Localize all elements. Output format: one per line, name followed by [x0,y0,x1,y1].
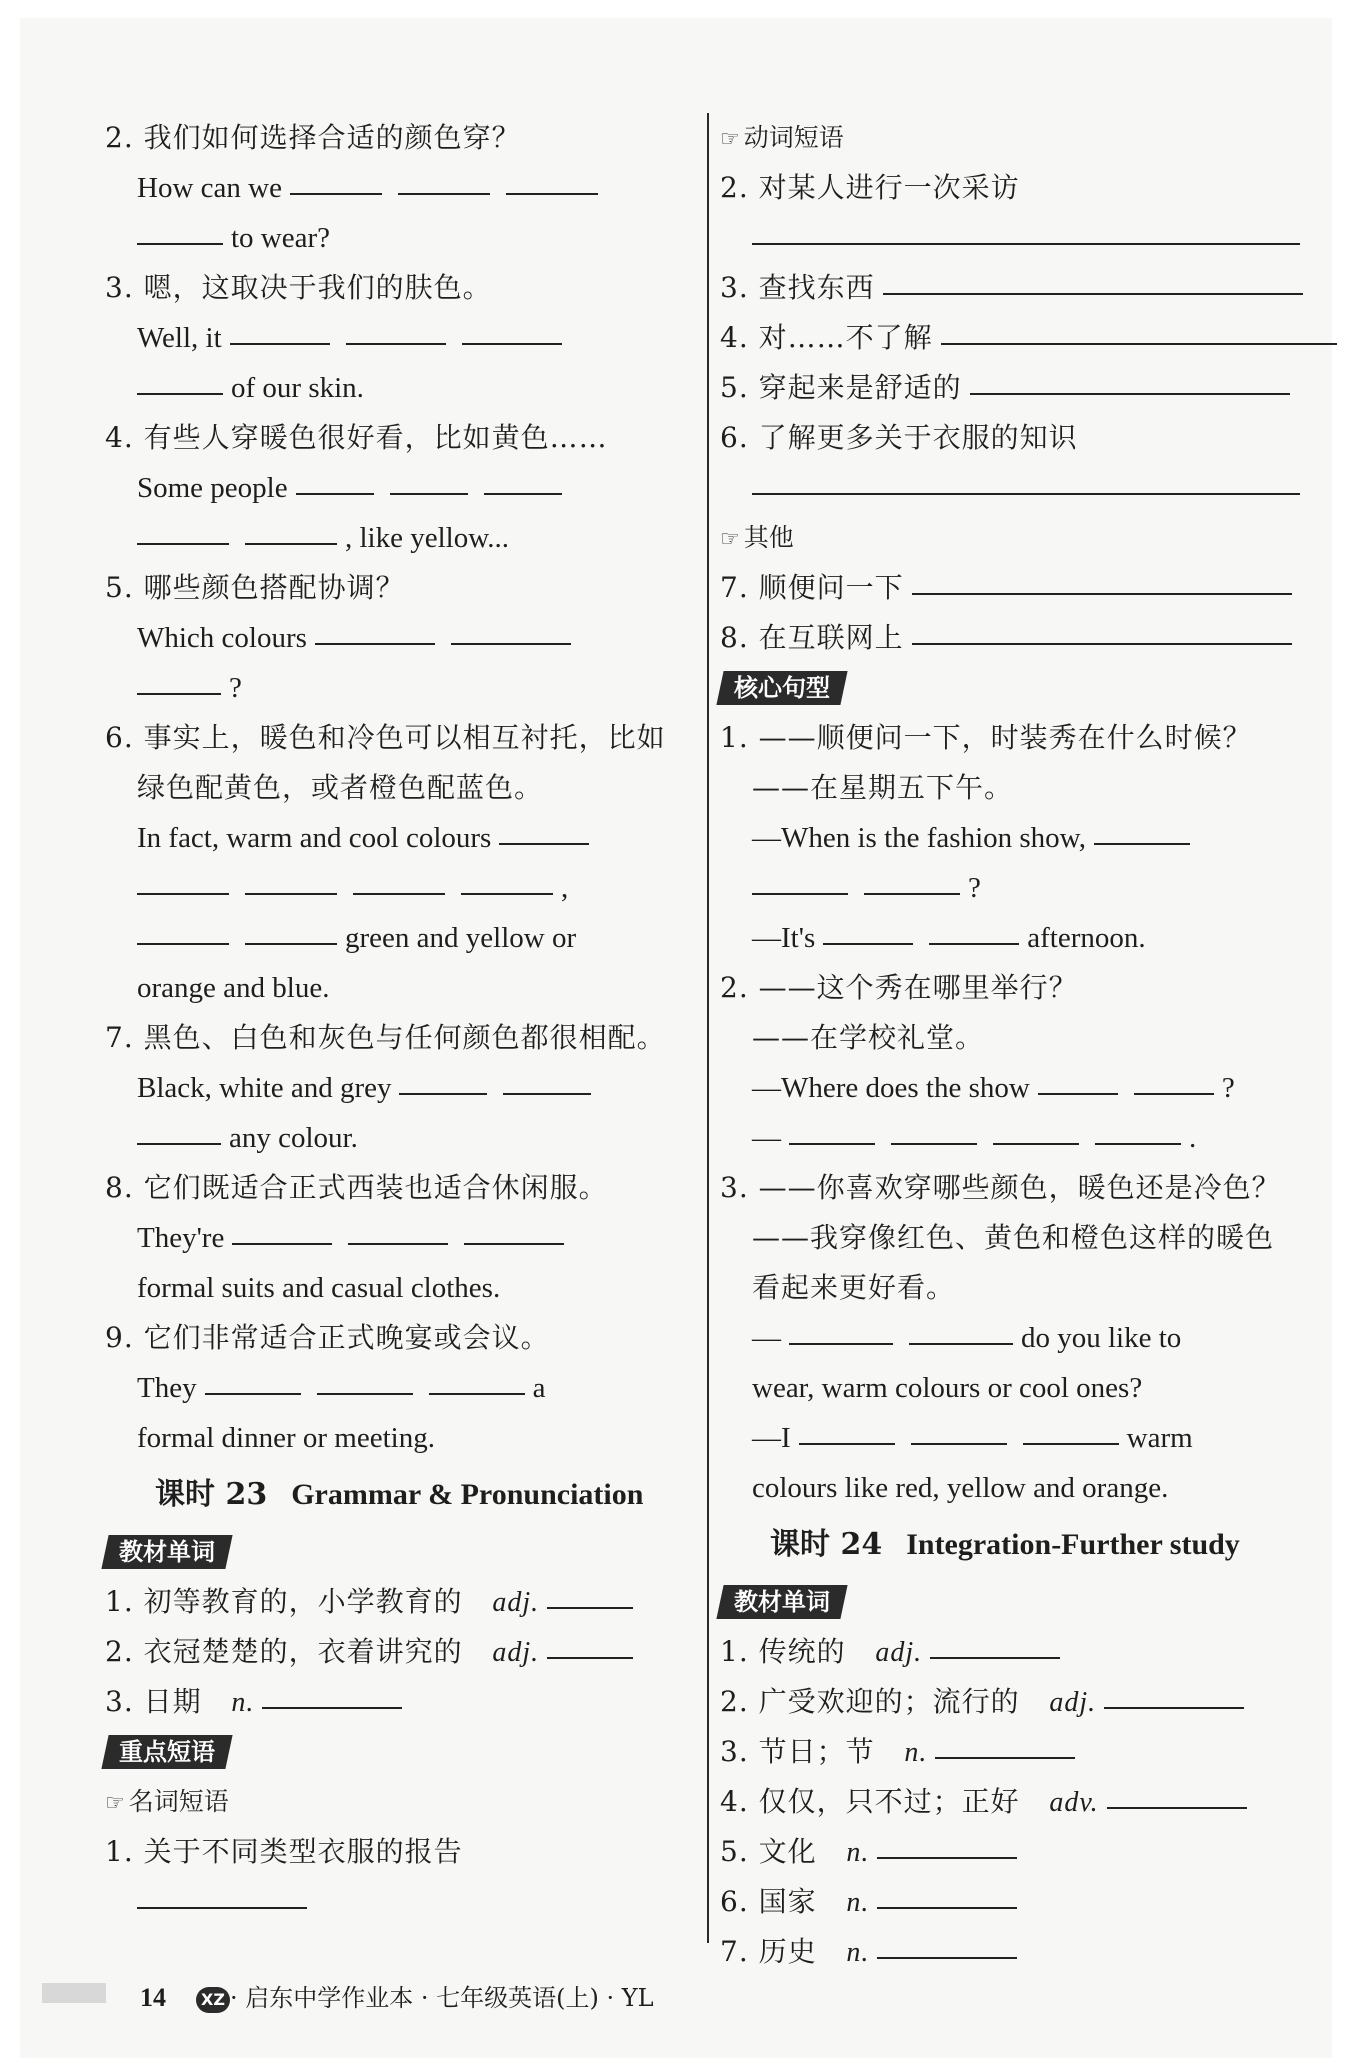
answer-blank[interactable] [346,343,446,345]
answer-blank[interactable] [1094,843,1190,845]
answer-blank[interactable] [464,1243,564,1245]
answer-blank[interactable] [547,1657,633,1659]
publisher-logo: XZ [196,1987,230,2013]
q6-continuation: green and yellow or [345,922,577,954]
subheading: 其他 [743,523,794,552]
part-of-speech: n. [231,1687,255,1718]
phrase-text: 8. 在互联网上 [720,621,904,654]
s3-chinese-2: ——我穿像红色、黄色和橙色这样的暖色 [752,1221,1275,1254]
answer-blank[interactable] [789,1343,893,1345]
answer-blank[interactable] [399,1093,487,1095]
q9-english [105,1363,695,1413]
s2-answer-prefix: — [752,1122,781,1154]
answer-blank[interactable] [935,1757,1075,1759]
q2-english-2 [105,213,695,263]
s3-answer-prefix: —I [752,1422,791,1454]
lesson-name: Grammar & Pronunciation [291,1478,644,1511]
q6-english [105,813,695,863]
pointing-hand-icon: ☞ [105,1791,125,1816]
lesson-number: 课时 23 [155,1477,268,1512]
answer-blank[interactable] [1095,1143,1181,1145]
q3-prompt: Well, it [137,322,222,354]
vocab-item [105,1627,695,1677]
vocab-chinese: 2. 衣冠楚楚的，衣着讲究的 [105,1635,463,1668]
part-of-speech: adv. [1049,1787,1099,1818]
answer-blank[interactable] [883,293,1303,295]
q8-english-2: formal suits and casual clothes. [137,1272,501,1304]
vocab-item [720,1677,1310,1727]
s3-chinese-1: 3. ——你喜欢穿哪些颜色，暖色还是冷色？ [720,1171,1281,1204]
pointing-hand-icon: ☞ [720,127,740,152]
answer-blank[interactable] [137,1907,307,1909]
q4-english [105,463,695,513]
answer-blank[interactable] [799,1443,895,1445]
s3-prompt-suffix: do you like to [1021,1322,1182,1354]
answer-blank[interactable] [911,1443,1007,1445]
vocab-chinese: 6. 国家 [720,1885,817,1918]
answer-blank[interactable] [230,343,330,345]
answer-blank[interactable] [752,493,1300,495]
q4-chinese: 4. 有些人穿暖色很好看，比如黄色…… [105,421,608,454]
answer-blank[interactable] [909,1343,1013,1345]
right-column [720,113,1310,1977]
q7-chinese: 7. 黑色、白色和灰色与任何颜色都很相配。 [105,1021,666,1054]
answer-blank[interactable] [461,893,553,895]
answer-blank[interactable] [290,193,382,195]
part-of-speech: n. [904,1737,928,1768]
answer-blank[interactable] [232,1243,332,1245]
book-title: · 启东中学作业本 · 七年级英语(上) · YL [230,1984,654,2012]
other-phrases-label [720,513,1310,563]
q5-chinese: 5. 哪些颜色搭配协调？ [105,571,405,604]
lesson-name: Integration-Further study [906,1528,1240,1561]
phrase-text: 7. 顺便问一下 [720,571,904,604]
verb-phrase-2: 2. 对某人进行一次采访 [720,171,1020,204]
q6-comma: , [561,872,569,904]
pointing-hand-icon: ☞ [720,527,740,552]
answer-blank[interactable] [137,893,229,895]
vocab-item [105,1677,695,1727]
answer-blank[interactable] [1134,1093,1214,1095]
answer-blank[interactable] [877,1857,1017,1859]
answer-blank[interactable] [891,1143,977,1145]
s2-english-1 [720,1063,1310,1113]
s1-answer-suffix: afternoon. [1027,922,1146,954]
q8-english [105,1213,695,1263]
page-number: 14 [140,1983,166,2012]
verb-phrase-4 [720,313,1310,363]
s1-prompt: —When is the fashion show, [752,822,1086,854]
answer-blank[interactable] [137,943,229,945]
answer-blank[interactable] [137,243,223,245]
part-of-speech: adj. [492,1587,540,1618]
phrase-text: 3. 查找东西 [720,271,875,304]
answer-blank[interactable] [315,643,435,645]
answer-blank[interactable] [547,1607,633,1609]
s3-answer-suffix: warm [1126,1422,1193,1454]
answer-blank[interactable] [245,943,337,945]
answer-blank[interactable] [137,393,223,395]
lesson-number: 课时 24 [770,1527,883,1562]
q6-chinese-2: 绿色配黄色，或者橙色配蓝色。 [137,771,544,804]
s2-chinese-2: ——在学校礼堂。 [752,1021,985,1054]
s1-qmark: ? [968,872,981,904]
answer-blank[interactable] [205,1393,301,1395]
lesson-24-title [720,1513,1310,1577]
part-of-speech: n. [846,1837,870,1868]
answer-blank[interactable] [864,893,960,895]
answer-blank[interactable] [390,493,468,495]
s1-chinese-2: ——在星期五下午。 [752,771,1014,804]
q6-prompt: In fact, warm and cool colours [137,822,492,854]
verb-phrase-6-answer [720,463,1310,513]
q2-chinese: 2. 我们如何选择合适的颜色穿？ [105,121,521,154]
q4-prompt: Some people [137,472,288,504]
s3-chinese-3: 看起来更好看。 [752,1271,956,1304]
noun-phrase-1-answer [105,1877,695,1927]
answer-blank[interactable] [484,493,562,495]
vocab-item [720,1827,1310,1877]
phrase-text: 4. 对……不了解 [720,321,933,354]
q3-chinese: 3. 嗯，这取决于我们的肤色。 [105,271,492,304]
answer-blank[interactable] [993,1143,1079,1145]
answer-blank[interactable] [429,1393,525,1395]
q6-english-3 [105,913,695,963]
page-footer [140,1973,654,2023]
answer-blank[interactable] [929,943,1019,945]
noun-phrase-1: 1. 关于不同类型衣服的报告 [105,1835,463,1868]
vocab-item [720,1877,1310,1927]
tag-label: 重点短语 [119,1738,215,1766]
verb-phrases-label [720,113,1310,163]
vocab-section-tag [716,1585,847,1619]
verb-phrase-2-answer [720,213,1310,263]
part-of-speech: adj. [492,1637,540,1668]
q8-prompt: They're [137,1222,225,1254]
corner-stamp [42,1983,106,2003]
q7-english [105,1063,695,1113]
part-of-speech: adj. [1049,1687,1097,1718]
other-phrase-7 [720,563,1310,613]
phrase-text: 5. 穿起来是舒适的 [720,371,962,404]
noun-phrases-label [105,1777,695,1827]
s2-period: . [1189,1122,1197,1154]
s2-chinese-1: 2. ——这个秀在哪里举行？ [720,971,1078,1004]
answer-blank[interactable] [789,1143,875,1145]
q2-english [105,163,695,213]
vocab-chinese: 4. 仅仅，只不过；正好 [720,1785,1020,1818]
answer-blank[interactable] [912,593,1292,595]
answer-blank[interactable] [912,643,1292,645]
s1-chinese-1: 1. ——顺便问一下，时装秀在什么时候？ [720,721,1252,754]
answer-blank[interactable] [451,643,571,645]
vocab-chinese: 1. 传统的 [720,1635,846,1668]
q6-chinese-1: 6. 事实上，暖色和冷色可以相互衬托，比如 [105,721,666,754]
core-sentence-tag [716,671,847,705]
q9-english-2: formal dinner or meeting. [137,1422,435,1454]
q5-english-2 [105,663,695,713]
answer-blank[interactable] [317,1393,413,1395]
vocab-chinese: 3. 日期 [105,1685,202,1718]
q2-suffix: to wear? [231,222,331,254]
part-of-speech: n. [846,1887,870,1918]
vocab-section-tag [101,1535,232,1569]
answer-blank[interactable] [462,343,562,345]
s1-english-2 [720,863,1310,913]
s3-prompt-dash: — [752,1322,781,1354]
q6-english-2 [105,863,695,913]
answer-blank[interactable] [877,1957,1017,1959]
answer-blank[interactable] [499,843,589,845]
lesson-23-title [105,1463,695,1527]
q7-prompt: Black, white and grey [137,1072,392,1104]
verb-phrase-5 [720,363,1310,413]
tag-label: 教材单词 [734,1588,830,1616]
s1-answer-prefix: —It's [752,922,816,954]
column-divider [707,113,709,1943]
s2-english-2 [720,1113,1310,1163]
answer-blank[interactable] [877,1907,1017,1909]
answer-blank[interactable] [1038,1093,1118,1095]
left-column [105,113,695,1927]
tag-label: 教材单词 [119,1538,215,1566]
q4-suffix: , like yellow... [345,522,510,554]
q3-english [105,313,695,363]
answer-blank[interactable] [296,493,374,495]
answer-blank[interactable] [1104,1707,1244,1709]
verb-phrase-6: 6. 了解更多关于衣服的知识 [720,421,1078,454]
q5-prompt: Which colours [137,622,307,654]
q4-english-2 [105,513,695,563]
vocab-chinese: 3. 节日；节 [720,1735,875,1768]
answer-blank[interactable] [1107,1807,1247,1809]
tag-label: 核心句型 [734,674,830,702]
other-phrase-8 [720,613,1310,663]
s2-prompt: —Where does the show [752,1072,1030,1104]
s3-english-4: colours like red, yellow and orange. [752,1472,1169,1504]
s2-qmark: ? [1221,1072,1235,1104]
part-of-speech: n. [846,1937,870,1968]
q9-suffix: a [532,1372,546,1404]
answer-blank[interactable] [970,393,1290,395]
q5-english [105,613,695,663]
vocab-chinese: 2. 广受欢迎的；流行的 [720,1685,1020,1718]
answer-blank[interactable] [1023,1443,1119,1445]
verb-phrase-3 [720,263,1310,313]
s1-english-3 [720,913,1310,963]
vocab-item [720,1927,1310,1977]
part-of-speech: adj. [875,1637,923,1668]
vocab-chinese: 5. 文化 [720,1835,817,1868]
answer-blank[interactable] [245,543,337,545]
q9-chinese: 9. 它们非常适合正式晚宴或会议。 [105,1321,550,1354]
answer-blank[interactable] [137,543,229,545]
subheading: 名词短语 [128,1787,229,1816]
q7-suffix: any colour. [229,1122,358,1154]
answer-blank[interactable] [941,343,1337,345]
s3-english-1 [720,1313,1310,1363]
q5-suffix: ? [229,672,242,704]
answer-blank[interactable] [506,193,598,195]
answer-blank[interactable] [823,943,913,945]
q7-english-2 [105,1113,695,1163]
vocab-chinese: 1. 初等教育的，小学教育的 [105,1585,463,1618]
s3-english-3 [720,1413,1310,1463]
subheading: 动词短语 [743,123,844,152]
q3-suffix: of our skin. [231,372,364,404]
answer-blank[interactable] [752,243,1300,245]
answer-blank[interactable] [348,1243,448,1245]
answer-blank[interactable] [503,1093,591,1095]
vocab-chinese: 7. 历史 [720,1935,817,1968]
q3-english-2 [105,363,695,413]
s1-english-1 [720,813,1310,863]
vocab-item [720,1627,1310,1677]
answer-blank[interactable] [398,193,490,195]
answer-blank[interactable] [752,893,848,895]
phrase-section-tag [101,1735,232,1769]
q2-prompt: How can we [137,172,282,204]
answer-blank[interactable] [353,893,445,895]
q9-prompt: They [137,1372,197,1404]
answer-blank[interactable] [262,1707,402,1709]
workbook-page [20,18,1332,2058]
answer-blank[interactable] [930,1657,1060,1659]
q6-english-4: orange and blue. [137,972,330,1004]
vocab-item [105,1577,695,1627]
s3-english-2: wear, warm colours or cool ones? [752,1372,1143,1404]
answer-blank[interactable] [137,1143,221,1145]
vocab-item [720,1777,1310,1827]
vocab-item [720,1727,1310,1777]
q8-chinese: 8. 它们既适合正式西装也适合休闲服。 [105,1171,608,1204]
answer-blank[interactable] [245,893,337,895]
answer-blank[interactable] [137,693,221,695]
